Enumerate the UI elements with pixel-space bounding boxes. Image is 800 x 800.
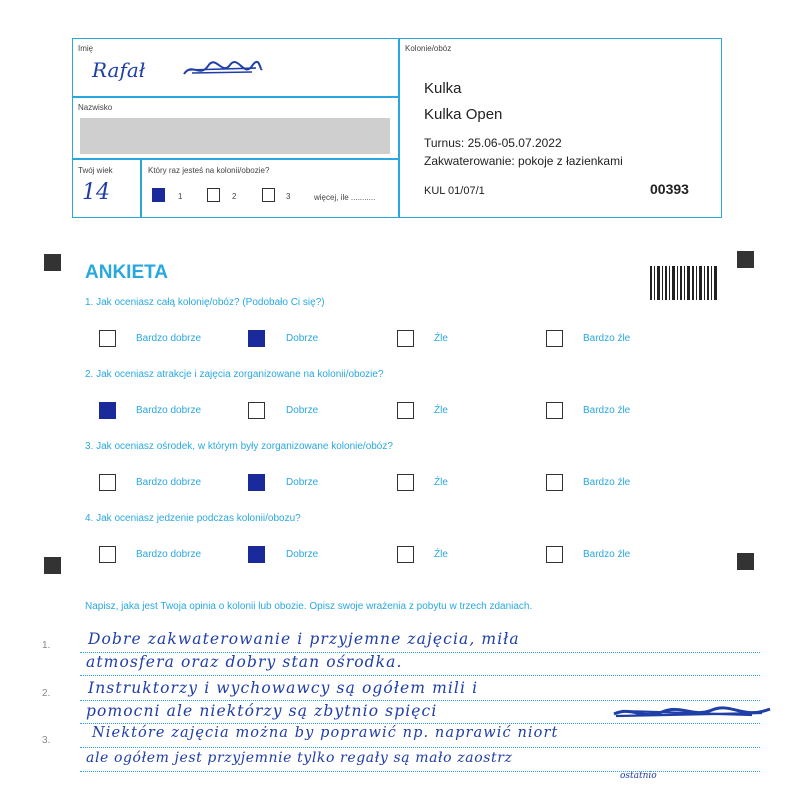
- handwritten-line-2: atmosfera oraz dobry stan ośrodka.: [86, 653, 403, 671]
- q1-checkbox-bardzo-dobrze[interactable]: [99, 330, 116, 347]
- handwritten-line-1: Dobre zakwaterowanie i przyjemne zajęcia, miła: [88, 630, 520, 648]
- handwritten-line-5: Niektóre zajęcia można by poprawić np. naprawić niort: [92, 725, 559, 741]
- scribble-crossout: [612, 704, 772, 722]
- corner-marker: [44, 557, 61, 574]
- form-code: KUL 01/07/1: [424, 185, 485, 197]
- writing-line: [80, 723, 760, 724]
- q4-checkbox-bardzo-dobrze[interactable]: [99, 546, 116, 563]
- q3-option-dobrze: Dobrze: [286, 477, 319, 488]
- header-row-line-1: [72, 96, 398, 98]
- visits-option-1: 1: [178, 192, 183, 201]
- visits-option-3: 3: [286, 192, 291, 201]
- turnus: Turnus: 25.06-05.07.2022: [424, 136, 562, 150]
- imie-label: Imię: [78, 44, 94, 53]
- handwritten-line-7: ostatnio: [620, 771, 657, 781]
- ktory-raz-label: Który raz jesteś na kolonii/obozie?: [148, 166, 270, 175]
- writing-line: [80, 675, 760, 676]
- corner-marker: [737, 251, 754, 268]
- line-number-1: 1.: [42, 640, 51, 651]
- q2-option-bardzo-zle: Bardzo źle: [583, 405, 631, 416]
- q4-option-zle: Źle: [434, 549, 448, 560]
- q3-checkbox-dobrze[interactable]: [248, 474, 265, 491]
- q1-option-bardzo-dobrze: Bardzo dobrze: [136, 333, 202, 344]
- q3-checkbox-bardzo-zle[interactable]: [546, 474, 563, 491]
- question-4: 4. Jak oceniasz jedzenie podczas kolonii/obozu?: [85, 513, 301, 524]
- visits-checkbox-1[interactable]: [152, 188, 165, 202]
- q3-checkbox-zle[interactable]: [397, 474, 414, 491]
- handwritten-line-4: pomocni ale niektórzy są zbytnio spięci: [86, 702, 438, 720]
- q4-option-dobrze: Dobrze: [286, 549, 319, 560]
- q1-option-bardzo-zle: Bardzo źle: [583, 333, 631, 344]
- form-number: 00393: [650, 181, 689, 197]
- q3-option-zle: Źle: [434, 477, 448, 488]
- q4-checkbox-bardzo-zle[interactable]: [546, 546, 563, 563]
- corner-marker: [737, 553, 754, 570]
- kolonia-label: Kolonie/obóz: [405, 44, 452, 53]
- scribbled-surname: [182, 60, 264, 80]
- barcode: [650, 266, 718, 300]
- q1-checkbox-bardzo-zle[interactable]: [546, 330, 563, 347]
- opinion-prompt: Napisz, jaka jest Twoja opinia o kolonii lub obozie. Opisz swoje wrażenia z pobytu w trzech zdaniach.: [85, 601, 533, 612]
- kolonia-name: Kulka: [424, 80, 462, 97]
- visits-option-2: 2: [232, 192, 237, 201]
- q3-checkbox-bardzo-dobrze[interactable]: [99, 474, 116, 491]
- wiek-value: 14: [82, 180, 110, 205]
- handwritten-line-6: ale ogółem jest przyjemnie tylko regały są mało zaostrz: [86, 750, 513, 766]
- header-divider: [398, 38, 400, 218]
- wiecej-label: więcej, ile ...........: [314, 193, 376, 202]
- question-1: 1. Jak oceniasz całą kolonię/obóz? (Podobało Ci się?): [85, 297, 325, 308]
- visits-checkbox-3[interactable]: [262, 188, 275, 202]
- q4-option-bardzo-dobrze: Bardzo dobrze: [136, 549, 202, 560]
- age-divider: [140, 158, 142, 218]
- nazwisko-label: Nazwisko: [78, 103, 113, 112]
- q2-checkbox-bardzo-zle[interactable]: [546, 402, 563, 419]
- q1-checkbox-zle[interactable]: [397, 330, 414, 347]
- kolonia-sub: Kulka Open: [424, 106, 503, 123]
- q1-option-zle: Źle: [434, 333, 448, 344]
- question-3: 3. Jak oceniasz ośrodek, w którym były zorganizowane kolonie/obóz?: [85, 441, 393, 452]
- q3-option-bardzo-zle: Bardzo źle: [583, 477, 631, 488]
- writing-line: [80, 700, 760, 701]
- zakwaterowanie: Zakwaterowanie: pokoje z łazienkami: [424, 154, 623, 168]
- corner-marker: [44, 254, 61, 271]
- visits-checkbox-2[interactable]: [207, 188, 220, 202]
- q2-option-bardzo-dobrze: Bardzo dobrze: [136, 405, 202, 416]
- q2-checkbox-bardzo-dobrze[interactable]: [99, 402, 116, 419]
- q4-checkbox-dobrze[interactable]: [248, 546, 265, 563]
- q2-checkbox-zle[interactable]: [397, 402, 414, 419]
- handwritten-line-3: Instruktorzy i wychowawcy są ogółem mili i: [88, 679, 479, 697]
- imie-value: Rafał: [92, 58, 146, 82]
- redacted-surname: [80, 118, 390, 154]
- q1-option-dobrze: Dobrze: [286, 333, 319, 344]
- q2-option-dobrze: Dobrze: [286, 405, 319, 416]
- line-number-2: 2.: [42, 688, 51, 699]
- writing-line: [80, 747, 760, 748]
- question-2: 2. Jak oceniasz atrakcje i zajęcia zorganizowane na kolonii/obozie?: [85, 369, 384, 380]
- q2-option-zle: Źle: [434, 405, 448, 416]
- q1-checkbox-dobrze[interactable]: [248, 330, 265, 347]
- line-number-3: 3.: [42, 735, 51, 746]
- q3-option-bardzo-dobrze: Bardzo dobrze: [136, 477, 202, 488]
- survey-title: ANKIETA: [85, 262, 169, 283]
- header-row-line-2: [72, 158, 398, 160]
- q4-option-bardzo-zle: Bardzo źle: [583, 549, 631, 560]
- q4-checkbox-zle[interactable]: [397, 546, 414, 563]
- writing-line: [80, 771, 760, 772]
- wiek-label: Twój wiek: [78, 166, 113, 175]
- q2-checkbox-dobrze[interactable]: [248, 402, 265, 419]
